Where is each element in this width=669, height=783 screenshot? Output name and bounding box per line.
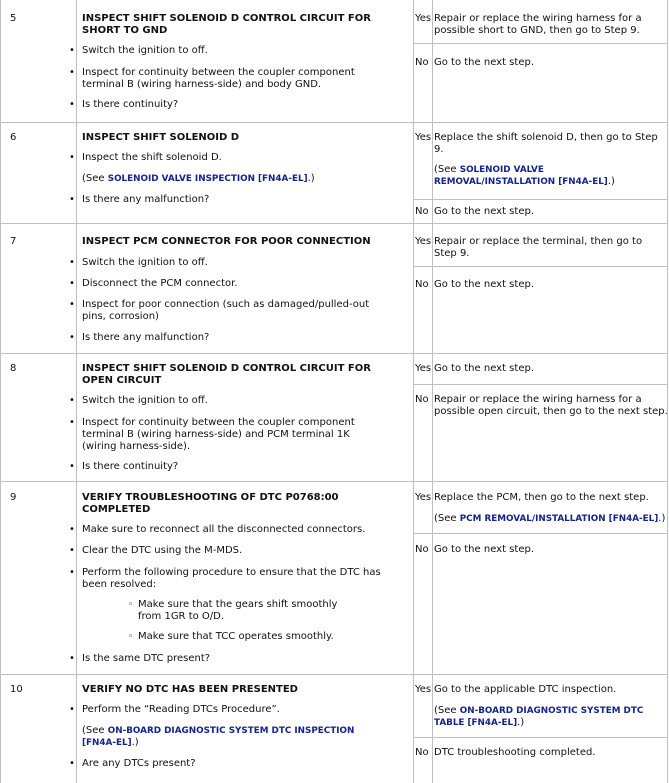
result-cell (433, 354, 668, 385)
answer-no: No (415, 57, 429, 68)
step-number: 8 (10, 363, 17, 374)
action-item-cont: terminal B (wiring harness-side) and body GND. (82, 79, 322, 90)
result-text: Go to the applicable DTC inspection. (434, 684, 617, 695)
action-item: • Is there continuity? (82, 99, 178, 111)
step-number-cell (0, 123, 77, 224)
answer-cell (414, 0, 433, 44)
action-item: • Inspect for continuity between the coupler component (82, 67, 355, 79)
result-text: Replace the PCM, then go to the next step. (434, 492, 649, 503)
result-text: Replace the shift solenoid D, then go to Step (434, 132, 658, 143)
step-action-cell (77, 0, 414, 123)
result-cell (433, 534, 668, 675)
action-item: • Is there any malfunction? (82, 332, 209, 344)
action-item: • Disconnect the PCM connector. (82, 278, 238, 290)
action-item-cont: (wiring harness-side). (82, 441, 191, 452)
result-text: Repair or replace the wiring harness for a (434, 394, 642, 405)
step-action-cell (77, 354, 414, 482)
step-number-cell (0, 224, 77, 354)
result-cell (433, 482, 668, 534)
answer-cell (414, 354, 433, 385)
step-action-cell (77, 675, 414, 783)
answer-cell (414, 44, 433, 123)
result-text: Go to the next step. (434, 206, 534, 217)
action-item-cont: terminal B (wiring harness-side) and PCM terminal 1K (82, 429, 350, 440)
result-text: Step 9. (434, 248, 470, 259)
see-reference: (See ON-BOARD DIAGNOSTIC SYSTEM DTC INSPECTION (82, 725, 355, 736)
action-item: • Switch the ignition to off. (82, 45, 208, 57)
reference-link[interactable]: ON-BOARD DIAGNOSTIC SYSTEM DTC INSPECTION (107, 726, 355, 736)
see-reference: (See SOLENOID VALVE INSPECTION [FN4A-EL].) (82, 173, 315, 184)
answer-no: No (415, 279, 429, 290)
result-text: possible open circuit, then go to the next step. (434, 406, 668, 417)
answer-no: No (415, 394, 429, 405)
answer-cell (414, 534, 433, 675)
answer-no: No (415, 747, 429, 758)
result-cell (433, 200, 668, 224)
step-title: INSPECT SHIFT SOLENOID D (82, 132, 240, 143)
see-reference: REMOVAL/INSTALLATION [FN4A-EL].) (434, 176, 615, 187)
sub-action-item: ◦ Make sure that the gears shift smoothly (138, 599, 337, 611)
action-item: • Is there continuity? (82, 461, 178, 473)
answer-yes: Yes (415, 363, 432, 374)
answer-yes: Yes (415, 684, 432, 695)
answer-yes: Yes (415, 13, 432, 24)
step-action-cell (77, 123, 414, 224)
step-action-cell (77, 224, 414, 354)
action-item: • Is there any malfunction? (82, 194, 209, 206)
answer-cell (414, 385, 433, 482)
action-item: • Make sure to reconnect all the disconnected connectors. (82, 524, 365, 536)
answer-yes: Yes (415, 132, 432, 143)
reference-link[interactable]: SOLENOID VALVE (459, 165, 544, 175)
action-item: • Inspect for continuity between the coupler component (82, 417, 355, 429)
step-action-cell (77, 482, 414, 675)
answer-no: No (415, 206, 429, 217)
sub-action-item-cont: from 1GR to O/D. (138, 611, 225, 622)
result-cell (433, 385, 668, 482)
step-title: VERIFY TROUBLESHOOTING OF DTC P0768:00 (82, 492, 339, 503)
step-number: 6 (10, 132, 17, 143)
answer-cell (414, 738, 433, 783)
see-reference: [FN4A-EL].) (82, 737, 139, 748)
answer-cell (414, 224, 433, 267)
sub-action-item: ◦ Make sure that TCC operates smoothly. (138, 631, 334, 643)
answer-cell (414, 482, 433, 534)
action-item: • Inspect for poor connection (such as damaged/pulled-out (82, 299, 369, 311)
result-cell (433, 267, 668, 354)
see-reference: TABLE [FN4A-EL].) (434, 717, 525, 728)
result-cell (433, 44, 668, 123)
step-number: 7 (10, 236, 17, 247)
action-item: • Switch the ignition to off. (82, 257, 208, 269)
action-item-cont: pins, corrosion) (82, 311, 159, 322)
answer-cell (414, 123, 433, 200)
result-text: DTC troubleshooting completed. (434, 747, 596, 758)
step-number: 10 (10, 684, 23, 695)
action-item: • Perform the “Reading DTCs Procedure”. (82, 704, 280, 716)
action-item: • Is the same DTC present? (82, 653, 210, 665)
see-reference: (See PCM REMOVAL/INSTALLATION [FN4A-EL].) (434, 513, 666, 524)
step-title: INSPECT SHIFT SOLENOID D CONTROL CIRCUIT FOR (82, 13, 371, 24)
step-number-cell (0, 675, 77, 783)
result-text: possible short to GND, then go to Step 9. (434, 25, 640, 36)
step-title: INSPECT SHIFT SOLENOID D CONTROL CIRCUIT FOR (82, 363, 371, 374)
result-cell (433, 0, 668, 44)
answer-cell (414, 267, 433, 354)
step-number-cell (0, 354, 77, 482)
result-text: 9. (434, 144, 444, 155)
result-cell (433, 675, 668, 738)
result-text: Go to the next step. (434, 544, 534, 555)
step-title: INSPECT PCM CONNECTOR FOR POOR CONNECTION (82, 236, 371, 247)
reference-link[interactable]: ON-BOARD DIAGNOSTIC SYSTEM DTC (459, 706, 644, 716)
result-cell (433, 123, 668, 200)
step-number: 5 (10, 13, 17, 24)
result-text: Repair or replace the wiring harness for a (434, 13, 642, 24)
answer-no: No (415, 544, 429, 555)
result-cell (433, 224, 668, 267)
action-item-cont: been resolved: (82, 579, 157, 590)
action-item: • Switch the ignition to off. (82, 395, 208, 407)
answer-cell (414, 200, 433, 224)
step-title: COMPLETED (82, 504, 151, 515)
result-text: Repair or replace the terminal, then go to (434, 236, 643, 247)
see-reference: (See ON-BOARD DIAGNOSTIC SYSTEM DTC (434, 705, 644, 716)
reference-link[interactable]: PCM REMOVAL/INSTALLATION [FN4A-EL] (459, 514, 659, 524)
reference-link[interactable]: TABLE [FN4A-EL] (434, 718, 518, 728)
step-title: SHORT TO GND (82, 25, 168, 36)
result-text: Go to the next step. (434, 363, 534, 374)
reference-link[interactable]: [FN4A-EL] (82, 738, 132, 748)
answer-yes: Yes (415, 492, 432, 503)
answer-yes: Yes (415, 236, 432, 247)
answer-cell (414, 675, 433, 738)
action-item: • Clear the DTC using the M-MDS. (82, 545, 242, 557)
action-item: • Perform the following procedure to ensure that the DTC has (82, 567, 381, 579)
see-reference: (See SOLENOID VALVE (434, 164, 544, 175)
step-number-cell (0, 0, 77, 123)
action-item: • Inspect the shift solenoid D. (82, 152, 222, 164)
step-number-cell (0, 482, 77, 675)
result-cell (433, 738, 668, 783)
step-title: VERIFY NO DTC HAS BEEN PRESENTED (82, 684, 298, 695)
reference-link[interactable]: SOLENOID VALVE INSPECTION [FN4A-EL] (107, 174, 308, 184)
result-text: Go to the next step. (434, 57, 534, 68)
result-text: Go to the next step. (434, 279, 534, 290)
step-number: 9 (10, 492, 17, 503)
action-item: • Are any DTCs present? (82, 758, 196, 770)
reference-link[interactable]: REMOVAL/INSTALLATION [FN4A-EL] (434, 177, 608, 187)
step-title: OPEN CIRCUIT (82, 375, 162, 386)
